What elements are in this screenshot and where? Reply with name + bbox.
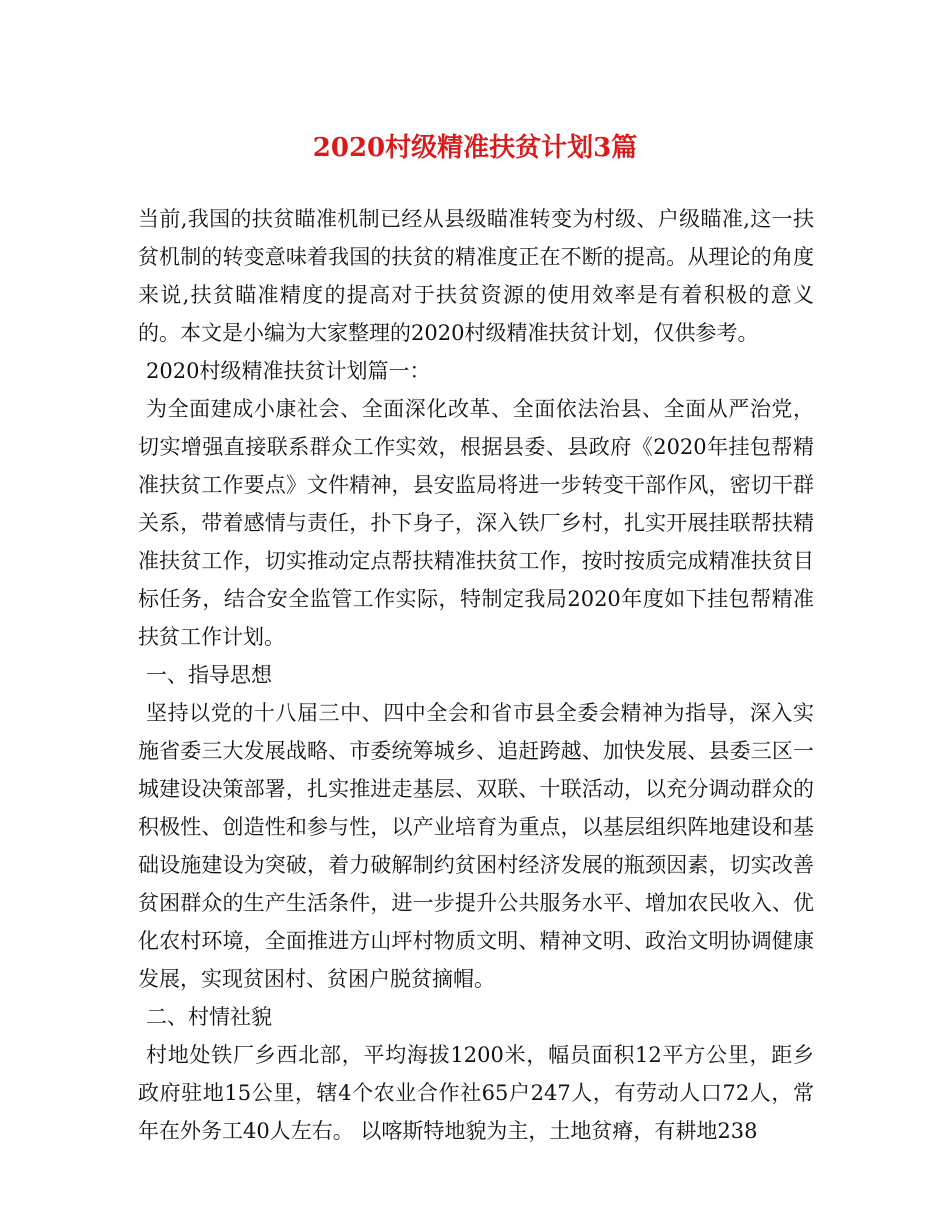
village-profile-paragraph: 村地处铁厂乡西北部，平均海拔1200米，幅员面积12平方公里，距乡政府驻地15公里，辖4个农业合作社65户247人，有劳动人口72人，常年在外务工40人左右。 以喀斯特地貌为主，土地贫瘠，有耕地238 — [138, 1043, 814, 1143]
section-heading-guiding-thought: 一、指导思想 — [146, 663, 272, 687]
section-heading-village-profile: 二、村情社貌 — [146, 1005, 272, 1029]
plan-intro-paragraph: 为全面建成小康社会、全面深化改革、全面依法治县、全面从严治党，切实增强直接联系群众工作实效，根据县委、县政府《2020年挂包帮精准扶贫工作要点》文件精神，县安监局将进一步转变干部作风，密切干群关系，带着感情与责任，扑下身子，深入铁厂乡村，扎实开展挂联帮扶精准扶贫工作，切实推动定点帮扶精准扶贫工作，按时按质完成精准扶贫目标任务，结合安全监管工作实际，特制定我局2020年度如下挂包帮精准扶贫工作计划。 — [138, 397, 814, 649]
section-heading-plan-one: 2020村级精准扶贫计划篇一： — [146, 359, 431, 383]
guiding-thought-paragraph: 坚持以党的十八届三中、四中全会和省市县全委会精神为指导，深入实施省委三大发展战略、市委统筹城乡、追赶跨越、加快发展、县委三区一城建设决策部署，扎实推进走基层、双联、十联活动，以充分调动群众的积极性、创造性和参与性，以产业培育为重点，以基层组织阵地建设和基础设施建设为突破，着力破解制约贫困村经济发展的瓶颈因素，切实改善贫困群众的生产生活条件，进一步提升公共服务水平、增加农民收入、优化农村环境，全面推进方山坪村物质文明、精神文明、政治文明协调健康发展，实现贫困村、贫困户脱贫摘帽。 — [138, 701, 814, 991]
document-title: 2020村级精准扶贫计划3篇 — [312, 133, 638, 163]
intro-paragraph: 当前,我国的扶贫瞄准机制已经从县级瞄准转变为村级、户级瞄准,这一扶贫机制的转变意味着我国的扶贫的精准度正在不断的提高。从理论的角度来说,扶贫瞄准精度的提高对于扶贫资源的使用效率是有着积极的意义的。本文是小编为大家整理的2020村级精准扶贫计划，仅供参考。 — [138, 207, 814, 345]
document-body — [138, 200, 814, 1150]
